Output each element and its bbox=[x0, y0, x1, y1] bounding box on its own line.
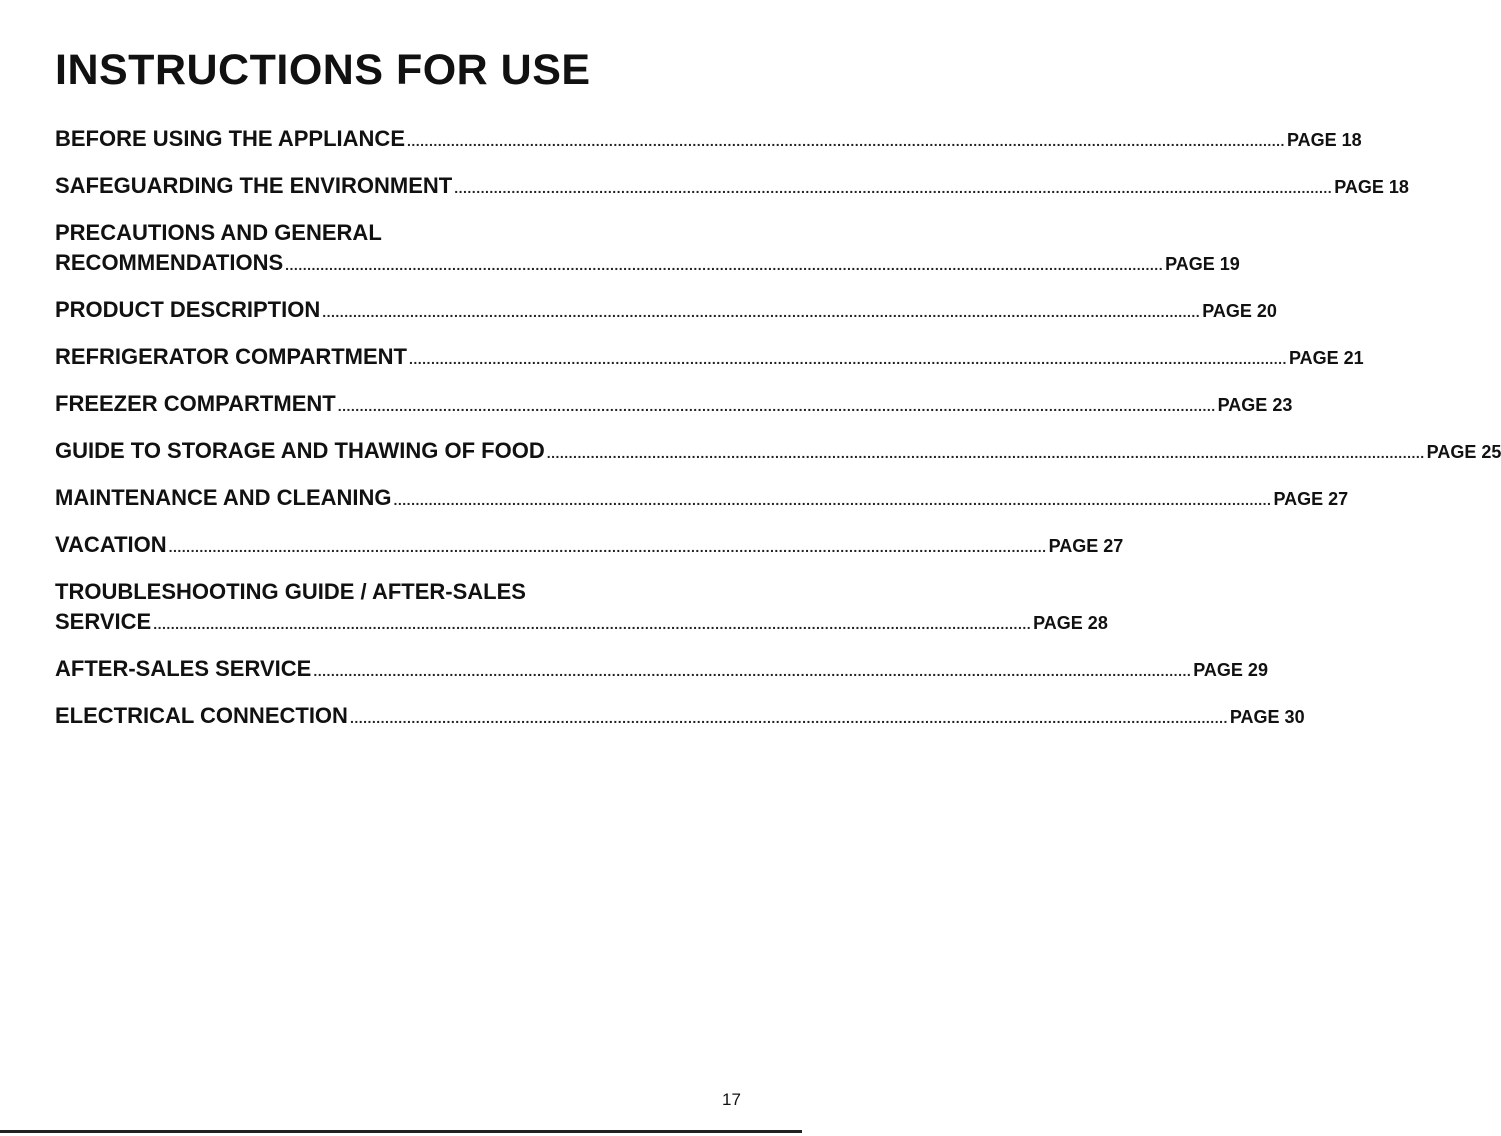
toc-label: AFTER-SALES SERVICE bbox=[55, 656, 312, 681]
dot-leader: ........................................................................................................................................................................................................ bbox=[393, 492, 1272, 508]
dot-leader: ........................................................................................................................................................................................................ bbox=[349, 710, 1228, 726]
dot-leader: ........................................................................................................................................................................................................ bbox=[454, 180, 1333, 196]
toc-row bbox=[55, 342, 1364, 374]
toc-row bbox=[55, 607, 1108, 639]
toc-page: PAGE 20 bbox=[1202, 301, 1277, 321]
toc-label: RECOMMENDATIONS bbox=[55, 250, 284, 275]
toc-entry bbox=[55, 295, 1277, 327]
toc-entry bbox=[55, 218, 1240, 280]
toc-entry bbox=[55, 577, 1108, 639]
toc-label: SERVICE bbox=[55, 609, 152, 634]
toc-label: MAINTENANCE AND CLEANING bbox=[55, 485, 392, 510]
toc-row bbox=[55, 483, 1349, 515]
toc-page: PAGE 19 bbox=[1165, 254, 1240, 274]
toc-page: PAGE 23 bbox=[1217, 395, 1293, 415]
dot-leader: ........................................................................................................................................................................................................ bbox=[409, 351, 1287, 367]
toc-lead-line: PRECAUTIONS AND GENERAL bbox=[55, 220, 382, 245]
toc-row bbox=[55, 701, 1305, 733]
toc-page: PAGE 21 bbox=[1288, 348, 1364, 368]
page-number: 17 bbox=[722, 1090, 741, 1109]
toc-entry bbox=[55, 654, 1268, 686]
toc-page: PAGE 28 bbox=[1033, 613, 1108, 633]
toc-page: PAGE 30 bbox=[1229, 707, 1305, 727]
toc-entry bbox=[55, 124, 1362, 156]
toc-label: FREEZER COMPARTMENT bbox=[55, 391, 336, 416]
toc-label: SAFEGUARDING THE ENVIRONMENT bbox=[55, 173, 453, 198]
dot-leader: ........................................................................................................................................................................................................ bbox=[546, 445, 1425, 461]
page-title: INSTRUCTIONS FOR USE bbox=[55, 46, 591, 94]
toc-label: GUIDE TO STORAGE AND THAWING OF FOOD bbox=[55, 438, 545, 463]
toc-page: PAGE 27 bbox=[1273, 489, 1349, 509]
dot-leader: ........................................................................................................................................................................................................ bbox=[337, 398, 1216, 414]
toc-page: PAGE 18 bbox=[1286, 130, 1362, 150]
dot-leader: ........................................................................................................................................................................................................ bbox=[313, 663, 1192, 679]
toc-entry bbox=[55, 530, 1124, 562]
dot-leader: ........................................................................................................................................................................................................ bbox=[168, 539, 1047, 555]
toc-page: PAGE 29 bbox=[1193, 660, 1268, 680]
toc-row bbox=[55, 171, 1409, 203]
bottom-divider bbox=[0, 1130, 802, 1133]
toc-page: PAGE 27 bbox=[1048, 536, 1124, 556]
toc-lead-line: TROUBLESHOOTING GUIDE / AFTER-SALES bbox=[55, 579, 526, 604]
toc-label: BEFORE USING THE APPLIANCE bbox=[55, 126, 405, 151]
dot-leader: ........................................................................................................................................................................................................ bbox=[153, 616, 1032, 632]
toc-page: PAGE 25 bbox=[1426, 442, 1501, 462]
toc-entry bbox=[55, 389, 1293, 421]
toc-entry bbox=[55, 171, 1409, 203]
toc-entry bbox=[55, 436, 1501, 468]
toc-row bbox=[55, 654, 1268, 686]
toc-entry bbox=[55, 701, 1305, 733]
table-of-contents bbox=[55, 124, 1501, 748]
toc-row bbox=[55, 389, 1293, 421]
toc-row bbox=[55, 295, 1277, 327]
toc-row bbox=[55, 436, 1501, 468]
dot-leader: ........................................................................................................................................................................................................ bbox=[322, 304, 1201, 320]
toc-label: VACATION bbox=[55, 532, 167, 557]
toc-row bbox=[55, 530, 1124, 562]
toc-label: PRODUCT DESCRIPTION bbox=[55, 297, 321, 322]
dot-leader: ........................................................................................................................................................................................................ bbox=[407, 133, 1285, 149]
toc-label: REFRIGERATOR COMPARTMENT bbox=[55, 344, 407, 369]
toc-row bbox=[55, 124, 1362, 156]
toc-row bbox=[55, 248, 1240, 280]
toc-label: ELECTRICAL CONNECTION bbox=[55, 703, 348, 728]
toc-entry bbox=[55, 483, 1349, 515]
toc-page: PAGE 18 bbox=[1334, 177, 1409, 197]
toc-entry bbox=[55, 342, 1364, 374]
dot-leader: ........................................................................................................................................................................................................ bbox=[285, 257, 1164, 273]
